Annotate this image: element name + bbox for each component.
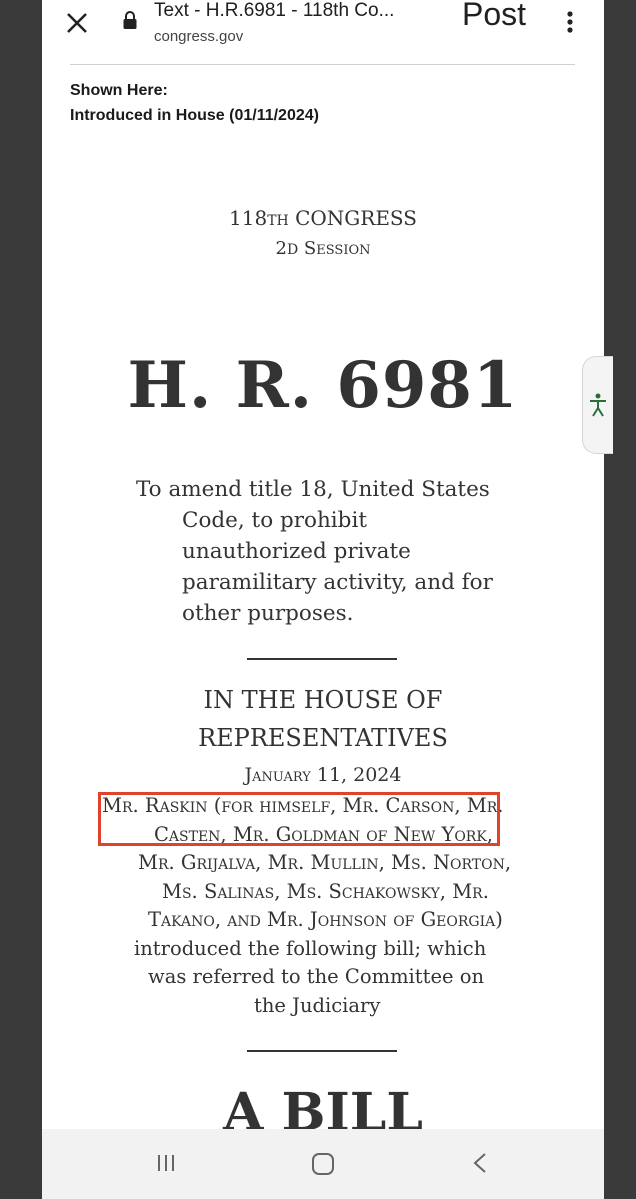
sponsor-line: Casten, Mr. Goldman of New York, <box>154 822 494 846</box>
sponsor-line: was referred to the Committee on <box>148 965 485 988</box>
sponsor-line: introduced the following bill; which <box>134 936 487 960</box>
home-icon[interactable] <box>310 1151 336 1177</box>
accessibility-tab[interactable] <box>582 356 613 454</box>
congress-word: CONGRESS <box>295 206 417 230</box>
congress-number: 118 <box>229 206 268 230</box>
left-frame <box>0 0 42 1199</box>
shown-here-label: Shown Here: <box>70 82 168 99</box>
url-domain[interactable]: congress.gov <box>154 28 244 45</box>
house-heading: REPRESENTATIVES <box>198 724 448 752</box>
sponsor-line: Ms. Salinas, Ms. Schakowsky, Mr. <box>162 879 489 903</box>
page-content <box>42 52 604 1129</box>
back-icon[interactable] <box>470 1151 490 1175</box>
introduced-date: January 11, 2024 <box>244 764 402 786</box>
divider <box>70 64 575 65</box>
version-label: Introduced in House (01/11/2024) <box>70 107 319 124</box>
purpose-line: Code, to prohibit <box>182 508 367 533</box>
accessibility-icon[interactable] <box>587 391 609 419</box>
divider-rule <box>247 1050 397 1052</box>
session-word: Session <box>303 238 371 259</box>
more-vert-icon[interactable] <box>558 8 582 36</box>
session-suffix: D <box>286 242 299 258</box>
sponsor-line: the Judiciary <box>254 993 381 1017</box>
tab-title[interactable]: Text - H.R.6981 - 118th Co... <box>154 0 395 21</box>
bill-purpose <box>136 474 536 629</box>
post-button[interactable]: Post <box>462 0 527 32</box>
a-bill-heading: A BILL <box>223 1082 423 1129</box>
sponsor-line: Mr. Raskin (for himself, Mr. Carson, Mr. <box>102 794 504 817</box>
congress-line <box>42 206 604 230</box>
close-icon[interactable] <box>62 6 92 36</box>
sponsor-line: Takano, and Mr. Johnson of Georgia) <box>148 908 503 931</box>
house-heading: IN THE HOUSE OF <box>203 686 443 714</box>
lock-icon <box>122 10 138 30</box>
purpose-line: paramilitary activity, and for <box>182 570 493 595</box>
right-frame <box>604 0 636 1199</box>
purpose-line: unauthorized private <box>182 539 411 564</box>
system-navbar <box>42 1129 604 1199</box>
congress-suffix: TH <box>267 213 289 229</box>
sponsor-highlight-box <box>98 792 500 846</box>
session-number: 2 <box>275 238 287 259</box>
session-line <box>42 238 604 259</box>
purpose-line: To amend title 18, United States <box>136 477 490 502</box>
divider-rule <box>247 658 397 660</box>
bill-number: H. R. 6981 <box>127 348 519 423</box>
recent-apps-icon[interactable] <box>154 1151 178 1175</box>
purpose-line: other purposes. <box>182 601 354 626</box>
browser-toolbar <box>42 0 604 53</box>
sponsor-line: Mr. Grijalva, Mr. Mullin, Ms. Norton, <box>138 851 512 874</box>
